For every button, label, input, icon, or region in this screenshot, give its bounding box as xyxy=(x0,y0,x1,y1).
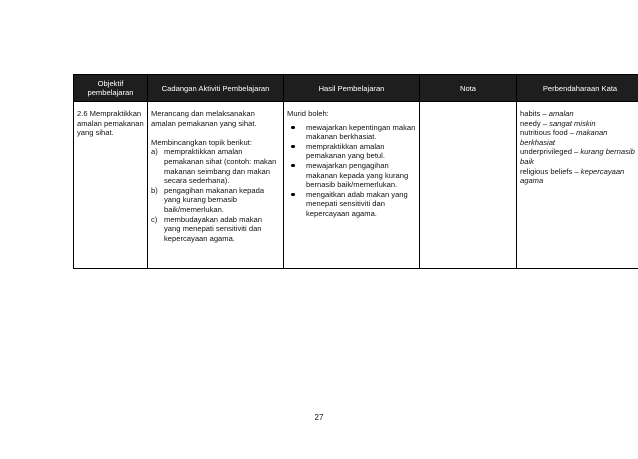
header-cadangan: Cadangan Aktiviti Pembelajaran xyxy=(148,75,284,102)
vocab-ms: kurang bernasib baik xyxy=(520,147,635,166)
vocab-en: underprivileged – xyxy=(520,147,581,157)
vocab-en: needy – xyxy=(520,118,550,128)
table-body xyxy=(74,102,638,269)
outcomes-intro: Murid boleh: xyxy=(287,109,329,118)
vocabulary-cell xyxy=(517,102,638,269)
header-hasil: Hasil Pembelajaran xyxy=(284,75,420,102)
list-item xyxy=(151,186,280,215)
objective-cell xyxy=(74,102,148,269)
table-row xyxy=(74,102,638,269)
bullet-icon xyxy=(291,126,295,130)
curriculum-table xyxy=(73,74,638,269)
list-item-text: mewajarkan kepentingan makan makanan berkhasiat. xyxy=(306,122,416,142)
vocab-ms: kepercayaan agama xyxy=(520,166,625,186)
outcomes-cell xyxy=(284,102,420,269)
vocab-entry xyxy=(520,147,638,166)
outcomes-list xyxy=(287,123,416,219)
list-item xyxy=(151,147,280,185)
vocab-en: nutritious food – xyxy=(520,128,577,138)
vocab-ms: makanan berkhasiat xyxy=(520,128,608,147)
activities-list xyxy=(151,147,280,243)
list-item-text: mengaitkan adab makan yang menepati sensitiviti dan kepercayaan agama. xyxy=(306,189,408,218)
vocab-en: habits – xyxy=(520,109,549,118)
list-item xyxy=(151,215,280,244)
header-perbendaharaan: Perbendaharaan Kata xyxy=(517,75,638,102)
vocab-ms: amalan xyxy=(548,109,574,118)
list-item xyxy=(287,142,416,161)
header-row xyxy=(74,75,638,102)
list-item xyxy=(287,123,416,142)
nota-cell xyxy=(420,102,517,269)
vocab-entry xyxy=(520,128,638,147)
list-item-text: mempraktikkan amalan pemakanan sihat (contoh: makan makanan seimbang dan makan secara sederhana). xyxy=(164,147,277,186)
vocab-entry xyxy=(520,119,638,129)
bullet-icon xyxy=(291,164,295,168)
list-marker: c) xyxy=(151,214,158,224)
activities-cell xyxy=(148,102,284,269)
vocab-ms: sangat miskin xyxy=(549,118,596,128)
vocab-entry xyxy=(520,167,638,186)
list-marker: b) xyxy=(151,185,158,195)
vocab-en: religious beliefs – xyxy=(520,166,581,176)
bullet-icon xyxy=(291,145,295,149)
vocab-entry xyxy=(520,109,638,119)
curriculum-table-container xyxy=(73,74,635,269)
objective-text: 2.6 Mempraktikkan amalan pemakanan yang sihat. xyxy=(77,109,144,138)
list-item-text: mewajarkan pengagihan makanan kepada yang kurang bernasib baik/memerlukan. xyxy=(306,160,409,190)
list-item-text: mempraktikkan amalan pemakanan yang betul. xyxy=(306,141,385,161)
header-objektif: Objektif pembelajaran xyxy=(74,75,148,102)
list-item xyxy=(287,161,416,190)
header-nota: Nota xyxy=(420,75,517,102)
list-item xyxy=(287,190,416,219)
activities-intro: Merancang dan melaksanakan amalan pemakanan yang sihat. xyxy=(151,109,257,128)
list-item-text: pengagihan makanan kepada yang kurang bernasib baik/memerlukan. xyxy=(164,185,265,214)
list-marker: a) xyxy=(151,147,158,157)
page-number: 27 xyxy=(314,413,324,422)
table-header xyxy=(74,75,638,102)
bullet-icon xyxy=(291,193,295,197)
activities-discuss: Membincangkan topik berikut: xyxy=(151,137,252,147)
list-item-text: membudayakan adab makan yang menepati sensitiviti dan kepercayaan agama. xyxy=(164,214,262,243)
